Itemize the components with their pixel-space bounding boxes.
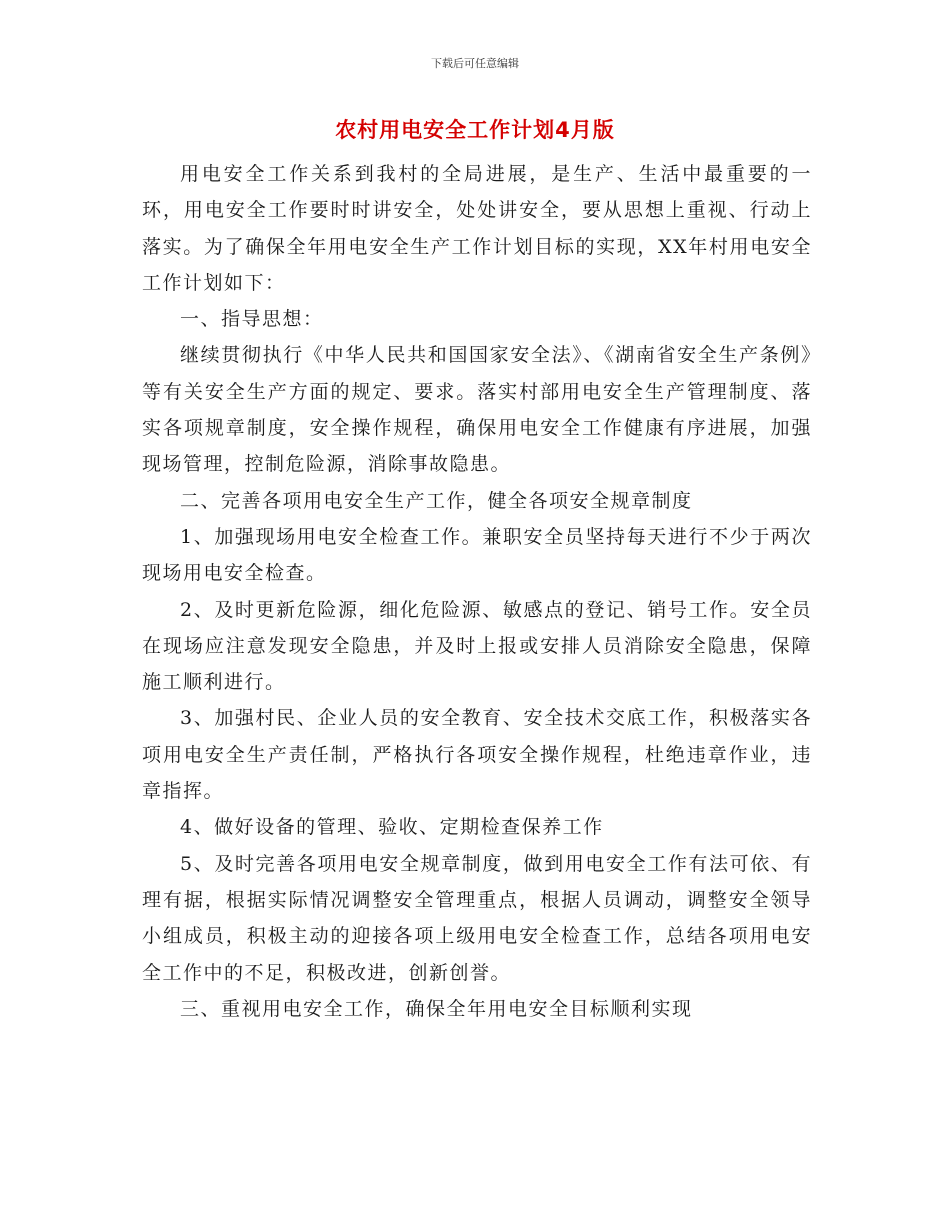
section-heading-improve-work: 二、完善各项用电安全生产工作，健全各项安全规章制度 — [180, 489, 693, 512]
section-heading-guiding-thought: 一、指导思想： — [180, 308, 324, 331]
list-item-2: 2、及时更新危险源，细化危险源、敏感点的登记、销号工作。安全员在现场应注意发现安全隐患，并及时上报或安排人员消除安全隐患，保障施工顺利进行。 — [142, 598, 812, 694]
list-item-4: 4、做好设备的管理、验收、定期检查保养工作 — [180, 816, 604, 839]
document-body — [142, 156, 812, 1027]
paragraph-intro: 用电安全工作关系到我村的全局进展，是生产、生活中最重要的一环，用电安全工作要时时讲安全，处处讲安全，要从思想上重视、行动上落实。为了确保全年用电安全生产工作计划目标的实现，XX年村用电安全工作计划如下： — [142, 163, 812, 294]
list-item-3: 3、加强村民、企业人员的安全教育、安全技术交底工作，积极落实各项用电安全生产责任制，严格执行各项安全操作规程，杜绝违章作业，违章指挥。 — [142, 707, 812, 803]
list-item-1: 1、加强现场用电安全检查工作。兼职安全员坚持每天进行不少于两次现场用电安全检查。 — [142, 525, 812, 585]
document-title: 农村用电安全工作计划4月版 — [335, 118, 615, 142]
header-note: 下载后可任意编辑 — [431, 57, 519, 70]
paragraph-guiding-thought: 继续贯彻执行《中华人民共和国国家安全法》、《湖南省安全生产条例》等有关安全生产方面的规定、要求。落实村部用电安全生产管理制度、落实各项规章制度，安全操作规程，确保用电安全工作健康有序进展，加强现场管理，控制危险源，消除事故隐患。 — [142, 344, 812, 476]
list-item-5: 5、及时完善各项用电安全规章制度，做到用电安全工作有法可依、有理有据，根据实际情况调整安全管理重点，根据人员调动，调整安全领导小组成员，积极主动的迎接各项上级用电安全检查工作，总结各项用电安全工作中的不足，积极改进，创新创誉。 — [142, 852, 812, 984]
section-heading-safety-goal: 三、重视用电安全工作，确保全年用电安全目标顺利实现 — [180, 997, 693, 1020]
